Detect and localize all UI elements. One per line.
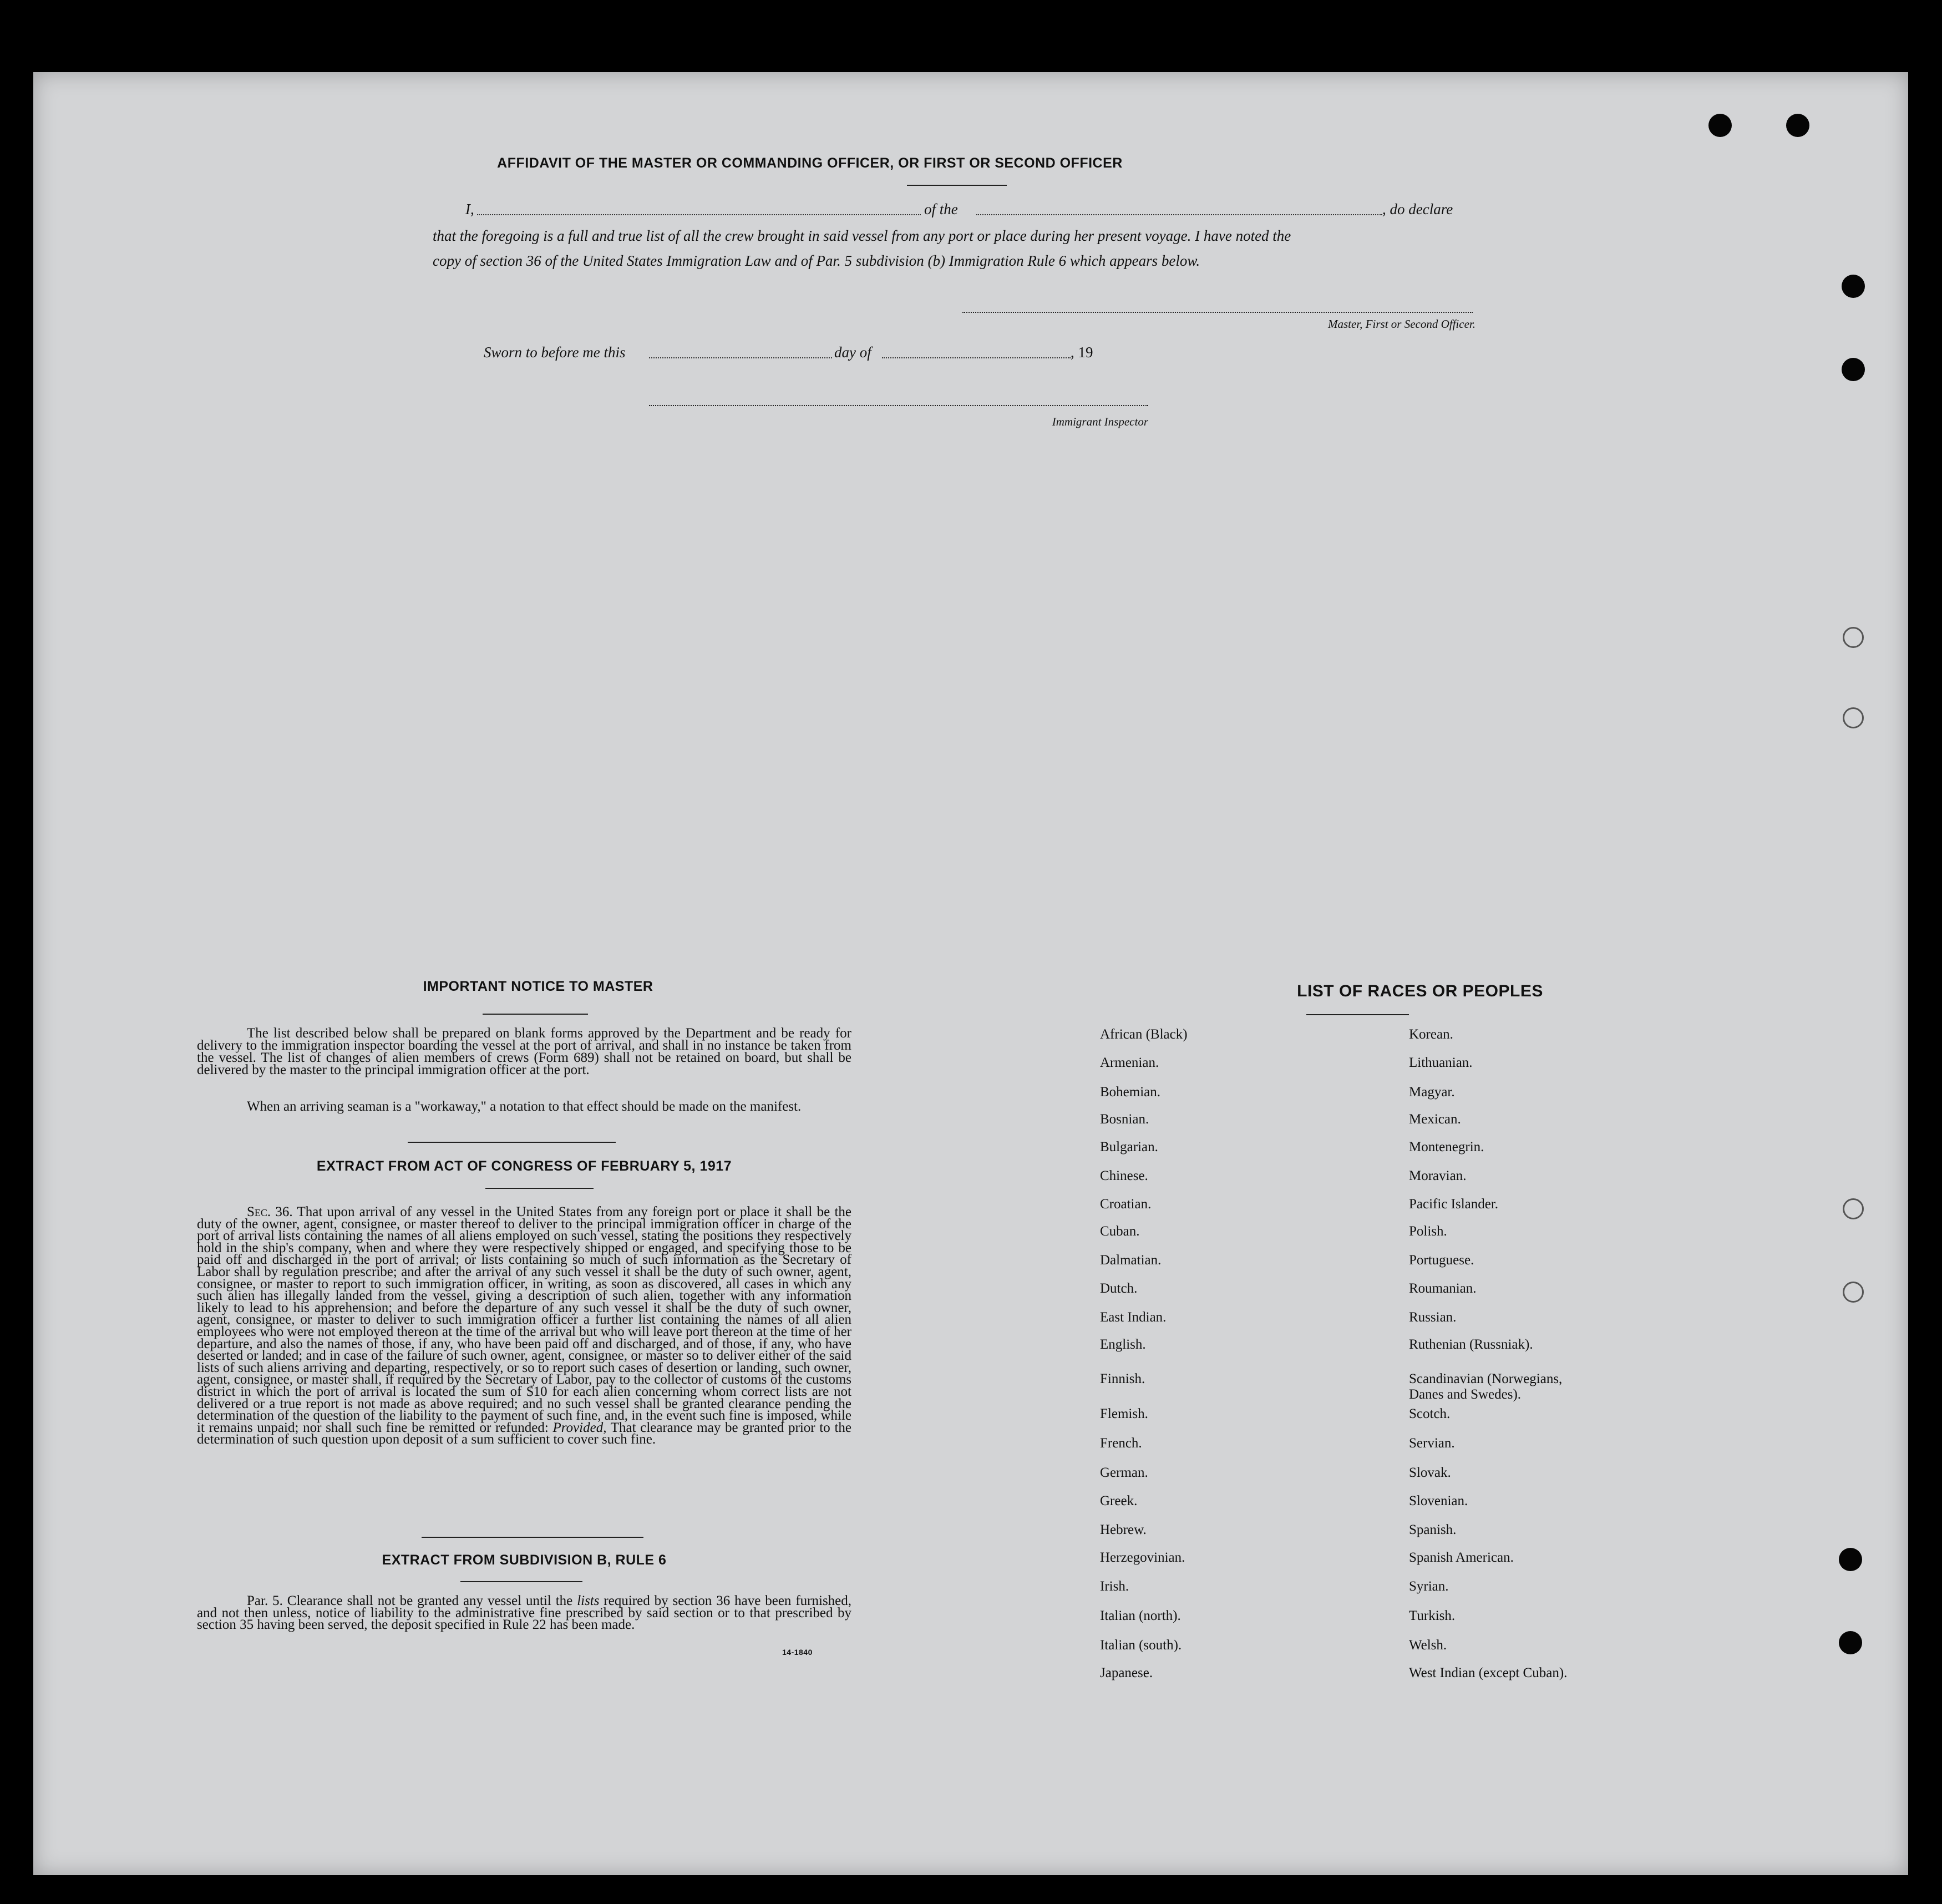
punch-hole-icon <box>1843 1198 1864 1219</box>
divider <box>460 1581 582 1582</box>
punch-hole-icon <box>1843 1282 1864 1303</box>
form-number: 14-1840 <box>782 1648 813 1657</box>
affidavit-title: AFFIDAVIT OF THE MASTER OR COMMANDING OFFICER, OR FIRST OR SECOND OFFICER <box>497 155 1123 171</box>
punch-hole-icon <box>1842 358 1865 381</box>
race-item: Scotch. <box>1409 1406 1451 1421</box>
rule-text-a: Par. 5. Clearance shall not be granted any vessel until the <box>247 1593 573 1608</box>
race-item: Lithuanian. <box>1409 1055 1473 1070</box>
race-item: Italian (south). <box>1100 1638 1182 1653</box>
notice-text: When an arriving seaman is a "workaway," a notation to that effect should be made on the manifest. <box>247 1099 802 1114</box>
notice-text: The list described below shall be prepared on blank forms approved by the Department and be ready for delivery to the immigration inspector boarding the vessel at the port of arrival, and shall in no instance be taken from the vessel. The list of changes of alien members of crews (Form 689) shall not be retained on board, but shall be delivered by the master to the principal immigration officer at the port. <box>197 1026 851 1077</box>
race-item: Spanish American. <box>1409 1550 1514 1565</box>
divider <box>483 1014 588 1015</box>
race-item: Armenian. <box>1100 1055 1159 1070</box>
sworn-month-line <box>882 357 1071 358</box>
race-item: Russian. <box>1409 1310 1457 1325</box>
race-item: Slovenian. <box>1409 1493 1468 1508</box>
divider <box>408 1142 616 1143</box>
race-item: Magyar. <box>1409 1085 1455 1100</box>
race-item: Pacific Islander. <box>1409 1197 1499 1212</box>
affidavit-statement-line: copy of section 36 of the United States Immigration Law and of Par. 5 subdivision (b) Immigration Rule 6 which appears below. <box>433 252 1200 269</box>
punch-hole-icon <box>1842 275 1865 298</box>
punch-hole-icon <box>1839 1631 1862 1654</box>
race-item: Chinese. <box>1100 1168 1148 1183</box>
race-item: Finnish. <box>1100 1371 1145 1386</box>
inspector-caption: Immigrant Inspector <box>1052 415 1148 428</box>
vessel-field-line <box>976 214 1382 215</box>
race-item: French. <box>1100 1436 1142 1451</box>
notice-title: IMPORTANT NOTICE TO MASTER <box>423 979 653 994</box>
race-item: Flemish. <box>1100 1406 1148 1421</box>
punch-hole-icon <box>1839 1548 1862 1571</box>
day-of-label: day of <box>834 344 871 361</box>
punch-hole-icon <box>1843 707 1864 728</box>
race-item: Moravian. <box>1409 1168 1467 1183</box>
sworn-day-line <box>649 357 832 358</box>
rule-text-b: required by section 36 have been furnished, and not then unless, notice of liability to the administrative fine prescribed by said section or to that prescribed by section 35 having been served, the deposit specified in Rule 22 has been made. <box>197 1593 852 1633</box>
rule-6-text <box>197 1595 851 1631</box>
form-page <box>33 72 1908 1875</box>
race-item: West Indian (except Cuban). <box>1409 1665 1568 1680</box>
extract-act-title: EXTRACT FROM ACT OF CONGRESS OF FEBRUARY 5, 1917 <box>316 1158 732 1174</box>
race-item: Welsh. <box>1409 1638 1447 1653</box>
provided-word: Provided, <box>552 1420 607 1435</box>
race-item: Greek. <box>1100 1493 1138 1508</box>
race-item: African (Black) <box>1100 1027 1188 1042</box>
race-item: Ruthenian (Russniak). <box>1409 1337 1533 1352</box>
race-item: Spanish. <box>1409 1522 1457 1537</box>
section-label: Sec. 36. <box>247 1204 293 1219</box>
notice-paragraph <box>197 1027 851 1076</box>
section-36-text <box>197 1206 851 1446</box>
race-item: English. <box>1100 1337 1146 1352</box>
notice-paragraph <box>197 1101 851 1113</box>
race-item: Bulgarian. <box>1100 1140 1158 1154</box>
race-item: Mexican. <box>1409 1112 1461 1127</box>
race-item: Cuban. <box>1100 1224 1140 1239</box>
race-item: Slovak. <box>1409 1465 1451 1480</box>
race-item: Syrian. <box>1409 1579 1449 1594</box>
year-label: , 19 <box>1071 344 1093 361</box>
race-item: Irish. <box>1100 1579 1129 1594</box>
race-item: Servian. <box>1409 1436 1455 1451</box>
section-body: That upon arrival of any vessel in the United States from any foreign port or place it shall be the duty of the owner, agent, consignee, or master thereof to deliver to the principal immigration officer in charge of the port of arrival lists containing the names of all aliens employed on such vessel, stating the positions they respectively hold in the ship's company, when and where they were respectively shipped or engaged, and specifying those to be paid off and discharged in the port of arrival; or lists containing so much of such information as the Secretary of Labor shall by regulation prescribe; and after the arrival of any such vessel it shall be the duty of such owner, agent, consignee, or master to report to such immigration officer, in writing, as soon as discovered, all cases in which any such alien has illegally landed from the vessel, giving a description of such alien, together with any information likely to lead to his apprehension; and before the departure of any such vessel it shall be the duty of such owner, agent, consignee, or master to deliver to such immigration officer a further list containing the names of all alien employees who were not employed thereon at the time of the arrival but who will leave port thereon at the time of her departure, and also the names of those, if any, who have been paid off and discharged, and of those, if any, who have deserted or landed; and in case of the failure of such owner, agent, consignee, or master so to deliver either of the said lists of such aliens arriving and departing, respectively, or so to report such cases of desertion or landing, such owner, agent, consignee, or master shall, if required by the Secretary of Labor, pay to the collector of customs of the customs district in which the port of arrival is located the sum of $10 for each alien concerning whom correct lists are not delivered or a true report is not made as above required; and no such vessel shall be granted clearance pending the determination of the question of the liability to the payment of such fine, and, in the event such fine is imposed, while it remains unpaid; nor shall such fine be remitted or refunded: <box>197 1204 851 1435</box>
race-item: Hebrew. <box>1100 1522 1147 1537</box>
divider <box>907 185 1007 186</box>
section-tail: That clearance may be granted prior to the determination of such question upon deposit of a sum sufficient to cover such fine. <box>197 1420 851 1447</box>
race-item: Herzegovinian. <box>1100 1550 1185 1565</box>
punch-hole-icon <box>1843 627 1864 648</box>
race-item: Scandinavian (Norwegians, Danes and Swedes). <box>1409 1371 1563 1402</box>
race-item: Korean. <box>1409 1027 1453 1042</box>
affidavit-statement-line: that the foregoing is a full and true list of all the crew brought in said vessel from any port or place during her present voyage. I have noted the <box>433 227 1291 244</box>
race-item: Dutch. <box>1100 1281 1138 1296</box>
affidavit-i-label: I, <box>465 201 474 217</box>
race-item: Montenegrin. <box>1409 1140 1484 1154</box>
race-item: Italian (north). <box>1100 1608 1181 1623</box>
divider <box>1306 1014 1409 1015</box>
divider <box>485 1188 594 1189</box>
lists-word: lists <box>577 1593 600 1608</box>
race-item: Japanese. <box>1100 1665 1153 1680</box>
race-item: Roumanian. <box>1409 1281 1477 1296</box>
punch-hole-icon <box>1786 114 1809 137</box>
race-item: Portuguese. <box>1409 1253 1474 1268</box>
race-item: Bohemian. <box>1100 1085 1161 1100</box>
affidavit-do-declare: , do declare <box>1382 201 1453 217</box>
sworn-label: Sworn to before me this <box>484 344 626 361</box>
inspector-signature-line <box>649 405 1148 406</box>
race-item: Bosnian. <box>1100 1112 1149 1127</box>
affidavit-of-the-label: of the <box>924 201 958 217</box>
name-field-line <box>477 214 921 215</box>
race-item: German. <box>1100 1465 1148 1480</box>
race-item: East Indian. <box>1100 1310 1167 1325</box>
race-item: Polish. <box>1409 1224 1447 1239</box>
master-caption: Master, First or Second Officer. <box>1328 317 1475 331</box>
extract-rule-title: EXTRACT FROM SUBDIVISION B, RULE 6 <box>382 1552 667 1568</box>
punch-hole-icon <box>1708 114 1732 137</box>
signature-line <box>962 312 1473 313</box>
race-item: Turkish. <box>1409 1608 1456 1623</box>
divider <box>422 1537 643 1538</box>
race-item: Croatian. <box>1100 1197 1152 1212</box>
race-item: Dalmatian. <box>1100 1253 1162 1268</box>
races-title: LIST OF RACES OR PEOPLES <box>1297 982 1543 1000</box>
